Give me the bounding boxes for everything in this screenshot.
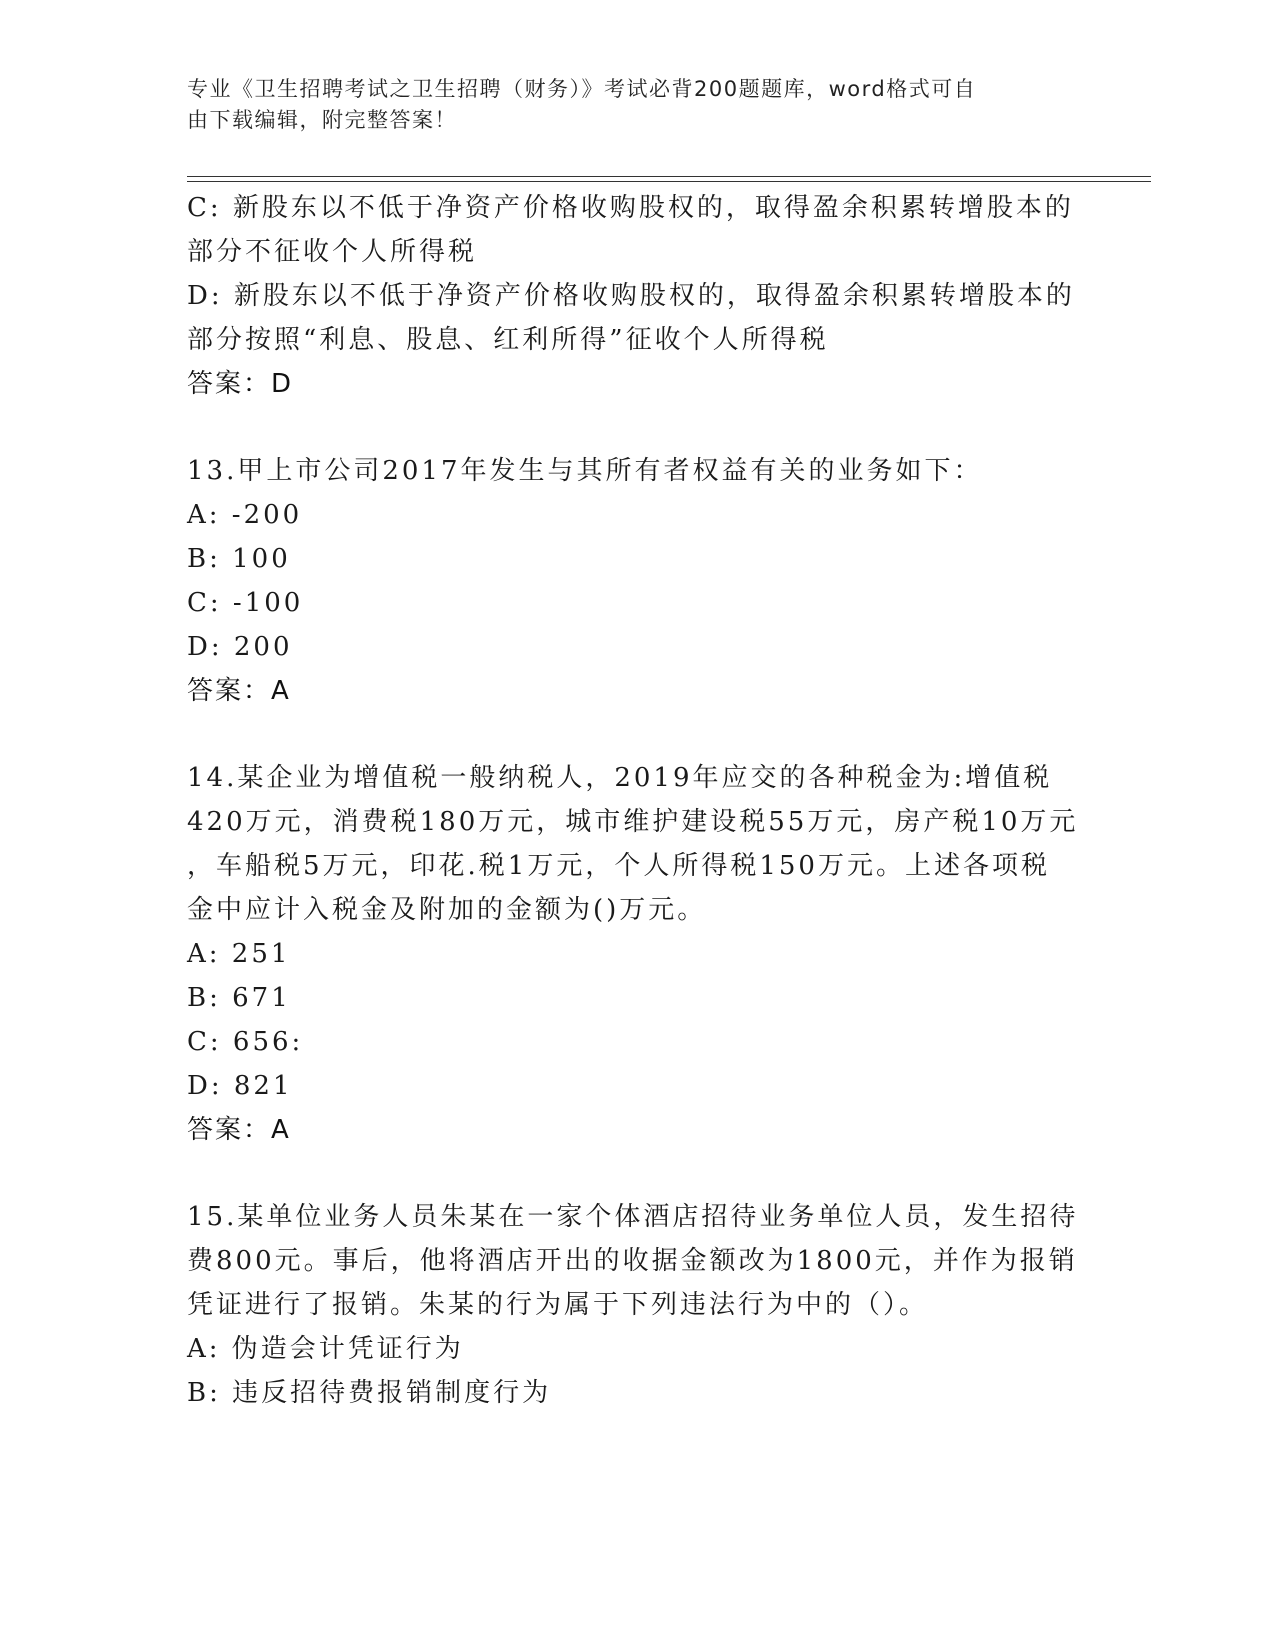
q14-answer: 答案：A bbox=[187, 1115, 291, 1145]
header-line-2: 由下载编辑，附完整答案！ bbox=[187, 108, 457, 132]
q14-stem-line2: 420万元，消费税180万元，城市维护建设税55万元，房产税10万元 bbox=[187, 807, 1079, 837]
q13-option-d: D: 200 bbox=[187, 632, 293, 662]
q14-stem-line4: 金中应计入税金及附加的金额为()万元。 bbox=[187, 895, 707, 925]
q14-stem-line3: ，车船税5万元，印花.税1万元，个人所得税150万元。上述各项税 bbox=[187, 851, 1050, 881]
q14-option-d: D: 821 bbox=[187, 1071, 293, 1101]
q12-option-c-line1: C: 新股东以不低于净资产价格收购股权的，取得盈余积累转增股本的 bbox=[187, 193, 1074, 223]
header-line-1: 专业《卫生招聘考试之卫生招聘（财务）》考试必背200题题库，word格式可自 bbox=[187, 77, 977, 101]
q12-option-c-line2: 部分不征收个人所得税 bbox=[187, 237, 478, 267]
q14-option-c: C: 656: bbox=[187, 1027, 304, 1057]
q15-stem-line1: 15.某单位业务人员朱某在一家个体酒店招待业务单位人员，发生招待 bbox=[187, 1202, 1079, 1232]
q15-stem-line3: 凭证进行了报销。朱某的行为属于下列违法行为中的（）。 bbox=[187, 1290, 929, 1320]
q13-stem: 13.甲上市公司2017年发生与其所有者权益有关的业务如下： bbox=[187, 456, 983, 486]
q14-option-a: A: 251 bbox=[187, 939, 291, 969]
header-divider-bottom bbox=[187, 181, 1151, 182]
q15-option-a: A: 伪造会计凭证行为 bbox=[187, 1334, 464, 1364]
q12-option-d-line1: D: 新股东以不低于净资产价格收购股权的，取得盈余积累转增股本的 bbox=[187, 281, 1075, 311]
q12-option-d-line2: 部分按照“利息、股息、红利所得”征收个人所得税 bbox=[187, 325, 829, 355]
q14-option-b: B: 671 bbox=[187, 983, 291, 1013]
document-header bbox=[187, 74, 1067, 136]
q12-answer: 答案：D bbox=[187, 369, 294, 399]
q15-option-b: B: 违反招待费报销制度行为 bbox=[187, 1378, 552, 1408]
q13-option-b: B: 100 bbox=[187, 544, 291, 574]
q13-answer: 答案：A bbox=[187, 676, 291, 706]
q13-option-a: A: -200 bbox=[187, 500, 303, 530]
header-divider-top bbox=[187, 176, 1151, 177]
q14-stem-line1: 14.某企业为增值税一般纳税人，2019年应交的各种税金为:增值税 bbox=[187, 763, 1053, 793]
q15-stem-line2: 费800元。事后，他将酒店开出的收据金额改为1800元，并作为报销 bbox=[187, 1246, 1078, 1276]
q13-option-c: C: -100 bbox=[187, 588, 304, 618]
